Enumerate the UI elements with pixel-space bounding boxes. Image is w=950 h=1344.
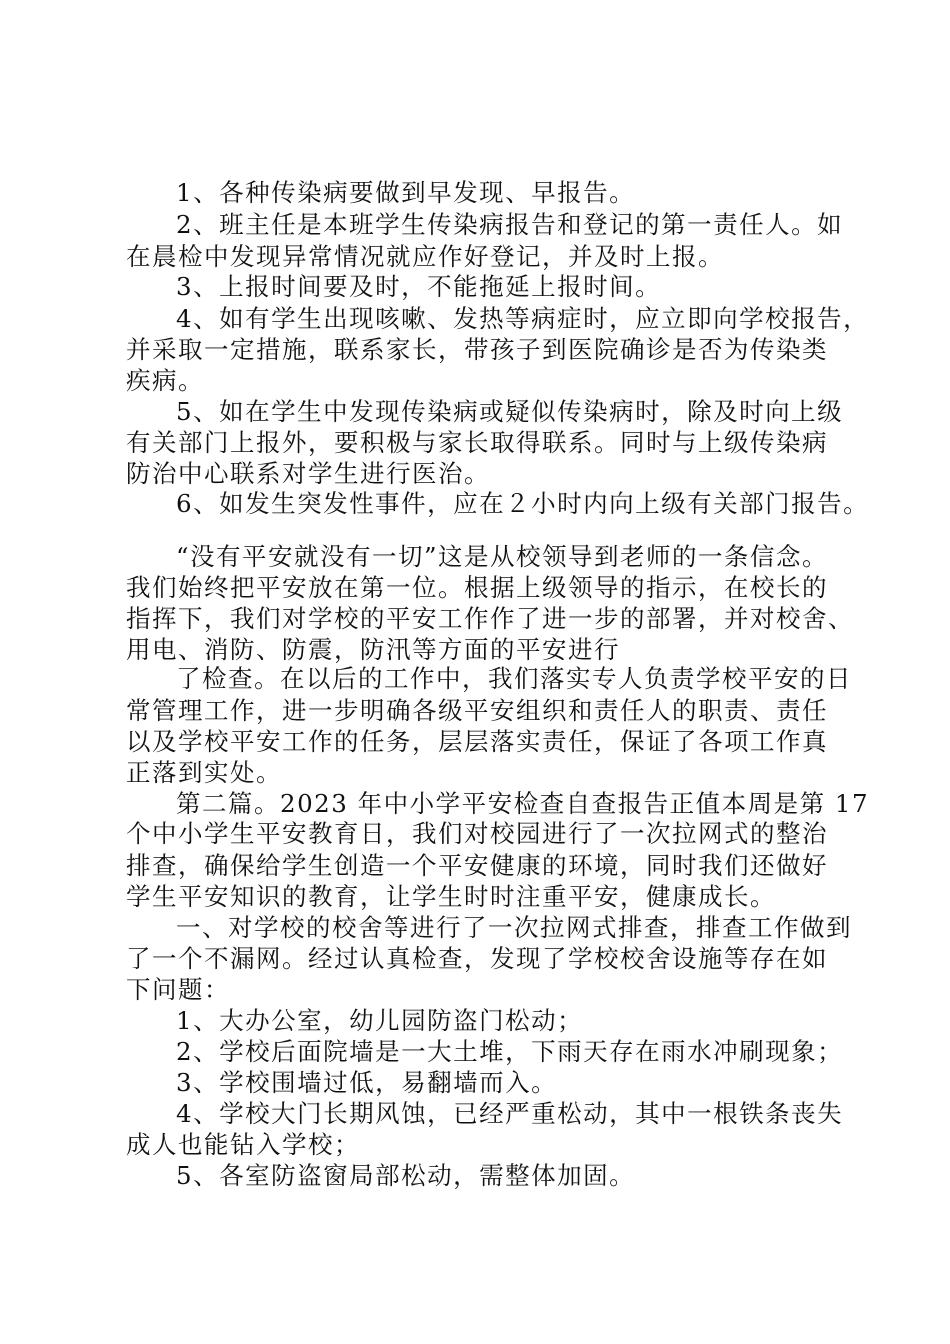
text-line: 以及学校平安工作的任务，层层落实责任，保证了各项工作真: [126, 727, 828, 756]
text-line: 4、学校大门长期风蚀，已经严重松动，其中一根铁条丧失: [176, 1099, 844, 1128]
text-line: 个中小学生平安教育日，我们对校园进行了一次拉网式的整治: [126, 819, 828, 848]
text-line: 下问题：: [126, 975, 230, 1004]
text-line: “没有平安就没有一切”这是从校领导到老师的一条信念。: [176, 542, 829, 571]
text-line: 了一个不漏网。经过认真检查，发现了学校校舍设施等存在如: [126, 944, 828, 973]
text-line: 3、上报时间要及时，不能拖延上报时间。: [176, 272, 662, 301]
text-line: 有关部门上报外，要积极与家长取得联系。同时与上级传染病: [126, 428, 828, 457]
text-line: 学生平安知识的教育，让学生时时注重平安，健康成长。: [126, 882, 776, 911]
text-line: 5、如在学生中发现传染病或疑似传染病时，除及时向上级: [176, 397, 844, 426]
text-line: 我们始终把平安放在第一位。根据上级领导的指示，在校长的: [126, 573, 828, 602]
text-line: 了检查。在以后的工作中，我们落实专人负责学校平安的日: [176, 664, 852, 693]
text-line: 常管理工作，进一步明确各级平安组织和责任人的职责、责任: [126, 696, 828, 725]
text-line: 正落到实处。: [126, 758, 282, 787]
text-line: 1、各种传染病要做到早发现、早报告。: [176, 178, 636, 207]
text-line: 第二篇。2023 年中小学平安检查自查报告正值本周是第 17: [176, 789, 870, 818]
text-line: 在晨检中发现异常情况就应作好登记，并及时上报。: [126, 242, 724, 271]
text-line: 并采取一定措施，联系家长，带孩子到医院确诊是否为传染类: [126, 335, 828, 364]
text-line: 疾病。: [126, 366, 204, 395]
text-line: 排查，确保给学生创造一个平安健康的环境，同时我们还做好: [126, 851, 828, 880]
text-line: 4、如有学生出现咳嗽、发热等病症时，应立即向学校报告，: [176, 304, 870, 333]
text-line: 3、学校围墙过低，易翻墙而入。: [176, 1068, 558, 1097]
text-line: 6、如发生突发性事件，应在２小时内向上级有关部门报告。: [176, 489, 870, 518]
text-line: 5、各室防盗窗局部松动，需整体加固。: [176, 1161, 636, 1190]
text-line: 2、学校后面院墙是一大土堆，下雨天存在雨水冲刷现象；: [176, 1037, 844, 1066]
text-line: 成人也能钻入学校；: [126, 1130, 360, 1159]
text-line: 2、班主任是本班学生传染病报告和登记的第一责任人。如: [176, 210, 844, 239]
text-line: 一、对学校的校舍等进行了一次拉网式排查，排查工作做到: [176, 913, 852, 942]
text-line: 用电、消防、防震，防汛等方面的平安进行: [126, 635, 620, 664]
text-line: 防治中心联系对学生进行医治。: [126, 459, 490, 488]
text-line: 1、大办公室，幼儿园防盗门松动；: [176, 1006, 584, 1035]
text-line: 指挥下，我们对学校的平安工作作了进一步的部署，并对校舍、: [126, 604, 854, 633]
